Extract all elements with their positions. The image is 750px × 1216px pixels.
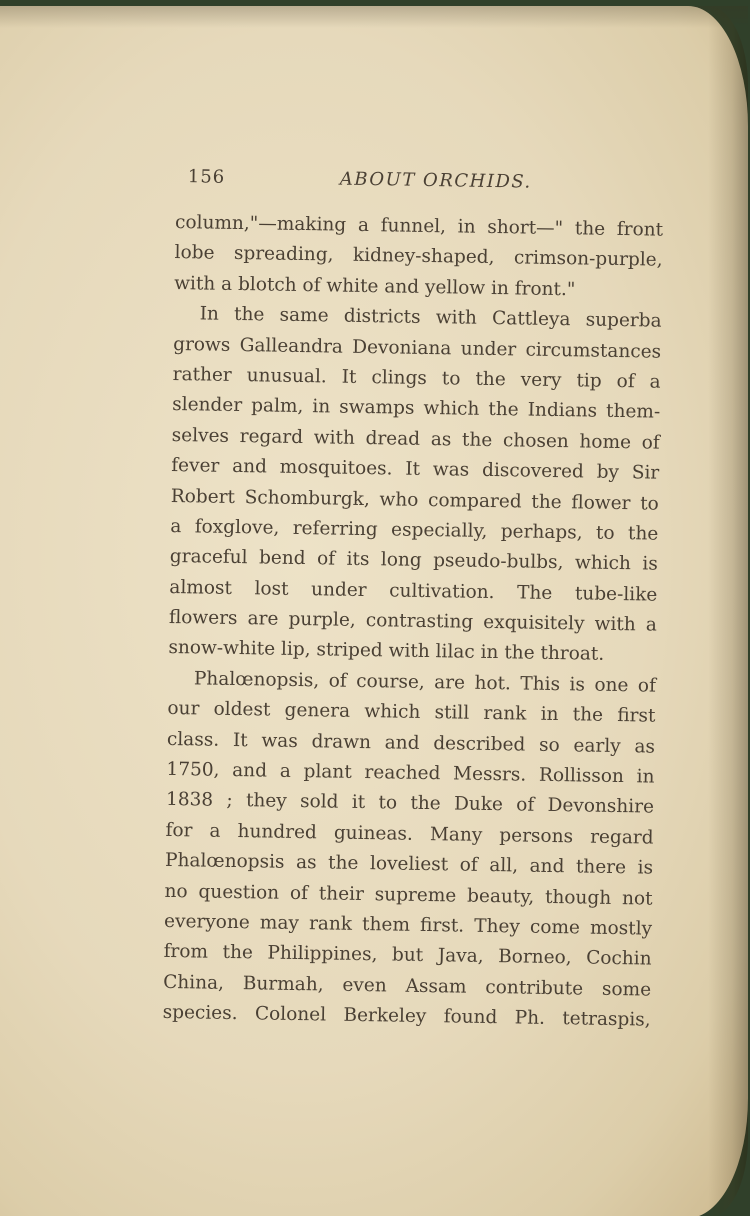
text-line: our oldest genera which still rank in the first <box>167 698 656 727</box>
text-line: Robert Schomburgk, who compared the flower to <box>170 485 659 515</box>
text-line: no question of their supreme beauty, though not <box>164 880 653 910</box>
text-line: 1838 ; they sold it to the Duke of Devonshire <box>165 789 655 819</box>
text-line: species. Colonel Berkeley found Ph. tetraspis, <box>162 1002 651 1031</box>
text-line: slender palm, in swamps which the Indians them- <box>172 394 661 423</box>
running-head <box>175 166 663 208</box>
text-line: In the same districts with Cattleya superba <box>199 303 662 332</box>
text-line: flowers are purple, contrasting exquisitely with a <box>168 607 658 636</box>
text-line: rather unusual. It clings to the very tip of a <box>172 363 661 393</box>
text-line: for a hundred guineas. Many persons regard <box>165 819 654 849</box>
text-line: fever and mosquitoes. It was discovered by Sir <box>171 455 660 484</box>
text-line: from the Philippines, but Java, Borneo, Cochin <box>163 941 652 970</box>
paper-page <box>0 6 748 1216</box>
text-line: a foxglove, referring especially, perhaps, to the <box>170 515 659 545</box>
top-shadow <box>0 6 748 28</box>
text-line: selves regard with dread as the chosen home of <box>171 424 660 454</box>
text-line: class. It was drawn and described so early as <box>166 728 656 758</box>
text-line: almost lost under cultivation. The tube-like <box>169 576 658 606</box>
text-line: with a blotch of white and yellow in front." <box>173 272 576 301</box>
text-line: column,"—making a funnel, in short—" the front <box>174 211 664 241</box>
text-line: everyone may rank them first. They come mostly <box>163 910 653 940</box>
text-line: Phalœnopsis as the loveliest of all, and there is <box>164 850 654 879</box>
text-line: graceful bend of its long pseudo-bulbs, which is <box>169 546 658 575</box>
page-edge-shadow <box>708 6 748 1216</box>
text-line: lobe spreading, kidney-shaped, crimson-purple, <box>174 242 663 272</box>
text-line: 1750, and a plant reached Messrs. Rollisson in <box>166 758 655 788</box>
text-line: Phalœnopsis, of course, are hot. This is one of <box>193 668 657 697</box>
text-block <box>162 166 663 1036</box>
page-number: 156 <box>187 166 226 188</box>
text-line: China, Burmah, even Assam contribute some <box>163 971 652 1001</box>
text-line: grows Galleandra Devoniana under circumstances <box>173 333 662 363</box>
running-title: ABOUT ORCHIDS. <box>339 168 532 193</box>
text-line: snow-white lip, striped with lilac in the throat. <box>168 637 605 666</box>
